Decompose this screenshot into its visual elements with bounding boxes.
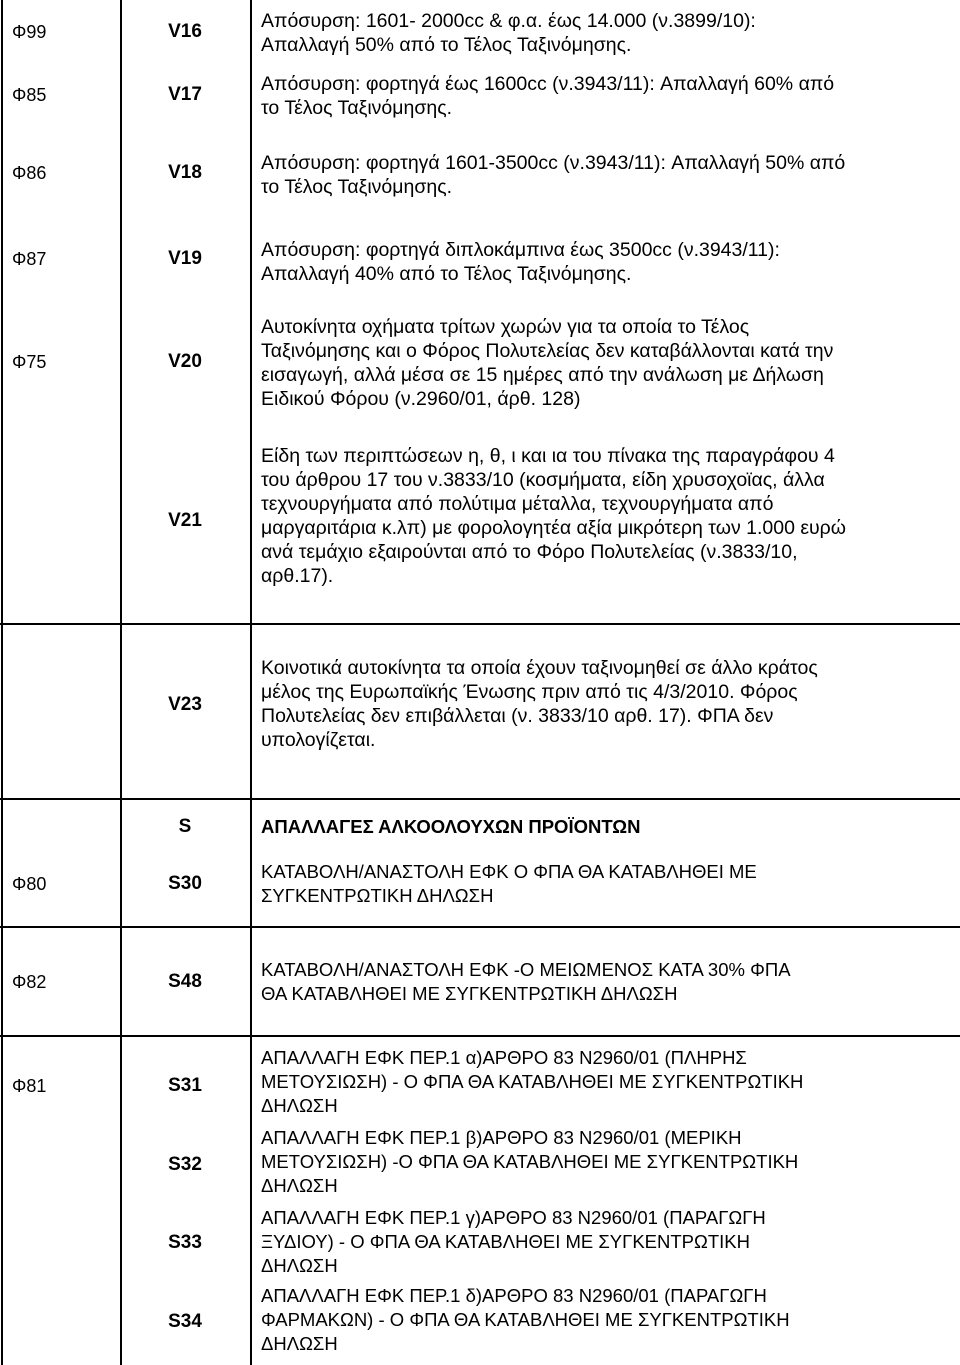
table-row-description: ΑΠΑΛΛΑΓΗ ΕΦΚ ΠΕΡ.1 α)ΑΡΘΡΟ 83 Ν2960/01 (ΠΛΗΡΗΣ ΜΕΤΟΥΣΙΩΣΗ) - Ο ΦΠΑ ΘΑ ΚΑΤΑΒΛΗΘΕΙ ΜΕ ΣΥΓΚΕΝΤΡΩΤΙΚΗ ΔΗΛΩΣΗ xyxy=(261,1047,804,1116)
table-rule xyxy=(0,798,960,800)
table-rule xyxy=(0,1035,960,1037)
section-heading: ΑΠΑΛΛΑΓΕΣ ΑΛΚΟΟΛΟΥΧΩΝ ΠΡΟΪΟΝΤΩΝ xyxy=(261,816,641,837)
table-row-description: ΚΑΤΑΒΟΛΗ/ΑΝΑΣΤΟΛΗ ΕΦΚ -Ο ΜΕΙΩΜΕΝΟΣ ΚΑΤΑ 30% ΦΠΑ ΘΑ ΚΑΤΑΒΛΗΘΕΙ ΜΕ ΣΥΓΚΕΝΤΡΩΤΙΚΗ ΔΗΛΩΣΗ xyxy=(261,959,791,1004)
table-row-code-v: S48 xyxy=(168,971,202,992)
table-row-code-f: Φ87 xyxy=(12,249,47,269)
table-row-code-v: S31 xyxy=(168,1075,202,1096)
table-row-description: ΑΠΑΛΛΑΓΗ ΕΦΚ ΠΕΡ.1 δ)ΑΡΘΡΟ 83 Ν2960/01 (ΠΑΡΑΓΩΓΗ ΦΑΡΜΑΚΩΝ) - Ο ΦΠΑ ΘΑ ΚΑΤΑΒΛΗΘΕΙ ΜΕ ΣΥΓΚΕΝΤΡΩΤΙΚΗ ΔΗΛΩΣΗ xyxy=(261,1285,790,1354)
table-row-description: Απόσυρση: φορτηγά έως 1600cc (ν.3943/11): Απαλλαγή 60% από το Τέλος Ταξινόμησης. xyxy=(261,73,835,119)
table-row-description: Κοινοτικά αυτοκίνητα τα οποία έχουν ταξινομηθεί σε άλλο κράτος μέλος της Ευρωπαϊκής Ένωσης πριν από τις 4/3/2010. Φόρος Πολυτελείας δεν επιβάλλεται (ν. 3833/10 αρθ. 17). ΦΠΑ δεν υπολογίζεται. xyxy=(261,657,818,751)
table-rule xyxy=(0,926,960,928)
table-row-code-v: V20 xyxy=(168,351,202,372)
table-row-code-f: Φ86 xyxy=(12,163,47,183)
table-row-description: ΚΑΤΑΒΟΛΗ/ΑΝΑΣΤΟΛΗ ΕΦΚ Ο ΦΠΑ ΘΑ ΚΑΤΑΒΛΗΘΕΙ ΜΕ ΣΥΓΚΕΝΤΡΩΤΙΚΗ ΔΗΛΩΣΗ xyxy=(261,861,757,906)
table-row-description: Απόσυρση: φορτηγά 1601-3500cc (ν.3943/11): Απαλλαγή 50% από το Τέλος Ταξινόμησης. xyxy=(261,152,846,198)
table-row-code-f: Φ75 xyxy=(12,352,47,372)
table-row-code-v: V19 xyxy=(168,248,202,269)
table-row-description: Απόσυρση: 1601- 2000cc & φ.α. έως 14.000 (ν.3899/10): Απαλλαγή 50% από το Τέλος Ταξινόμησης. xyxy=(261,10,756,56)
table-row-code-v: S30 xyxy=(168,873,202,894)
table-row-code-v: V21 xyxy=(168,510,202,531)
table-row-description: Είδη των περιπτώσεων η, θ, ι και ια του πίνακα της παραγράφου 4 του άρθρου 17 του ν.3833/10 (κοσμήματα, είδη χρυσοχοϊας, άλλα τεχνουργήματα από πολύτιμα μέταλλα, τεχνουργήματα από μαργαριτάρια κ.λπ) με φορολογητέα αξία μικρότερη των 1.000 ευρώ ανά τεμάχιο εξαιρούνται από το Φόρο Πολυτελείας (ν.3833/10, αρθ.17). xyxy=(261,445,846,587)
table-row-description: ΑΠΑΛΛΑΓΗ ΕΦΚ ΠΕΡ.1 γ)ΑΡΘΡΟ 83 Ν2960/01 (ΠΑΡΑΓΩΓΗ ΞΥΔΙΟΥ) - Ο ΦΠΑ ΘΑ ΚΑΤΑΒΛΗΘΕΙ ΜΕ ΣΥΓΚΕΝΤΡΩΤΙΚΗ ΔΗΛΩΣΗ xyxy=(261,1207,766,1276)
table-divider-v-text xyxy=(250,0,252,1365)
table-row-code-f: Φ80 xyxy=(12,874,47,894)
table-row-code-f: Φ85 xyxy=(12,85,47,105)
table-row-description: Αυτοκίνητα οχήματα τρίτων χωρών για τα οποία το Τέλος Ταξινόμησης και ο Φόρος Πολυτελείας δεν καταβάλλονται κατά την εισαγωγή, αλλά μέσα σε 15 ημέρες από την ανάλωση με Δήλωση Ειδικού Φόρου (ν.2960/01, άρθ. 128) xyxy=(261,316,834,410)
table-row-code-v: S32 xyxy=(168,1154,202,1175)
table-row-code-v: V18 xyxy=(168,162,202,183)
table-row-code-v: V16 xyxy=(168,21,202,42)
table-row-code-v: V17 xyxy=(168,84,202,105)
table-rule xyxy=(0,623,960,625)
table-row-description: Απόσυρση: φορτηγά διπλοκάμπινα έως 3500cc (ν.3943/11): Απαλλαγή 40% από το Τέλος Ταξινόμησης. xyxy=(261,239,780,285)
table-row-description: ΑΠΑΛΛΑΓΗ ΕΦΚ ΠΕΡ.1 β)ΑΡΘΡΟ 83 Ν2960/01 (ΜΕΡΙΚΗ ΜΕΤΟΥΣΙΩΣΗ) -Ο ΦΠΑ ΘΑ ΚΑΤΑΒΛΗΘΕΙ ΜΕ ΣΥΓΚΕΝΤΡΩΤΙΚΗ ΔΗΛΩΣΗ xyxy=(261,1127,799,1196)
table-row-code-v: S34 xyxy=(168,1311,202,1332)
table-row-code-v: V23 xyxy=(168,694,202,715)
table-divider-f-v xyxy=(120,0,122,1365)
table-row-code-v: S33 xyxy=(168,1232,202,1253)
table-row-code-f: Φ81 xyxy=(12,1076,47,1096)
table-row-code-f: Φ99 xyxy=(12,22,47,42)
section-code: S xyxy=(178,816,192,837)
table-border-left xyxy=(1,0,3,1365)
table-row-code-f: Φ82 xyxy=(12,972,47,992)
